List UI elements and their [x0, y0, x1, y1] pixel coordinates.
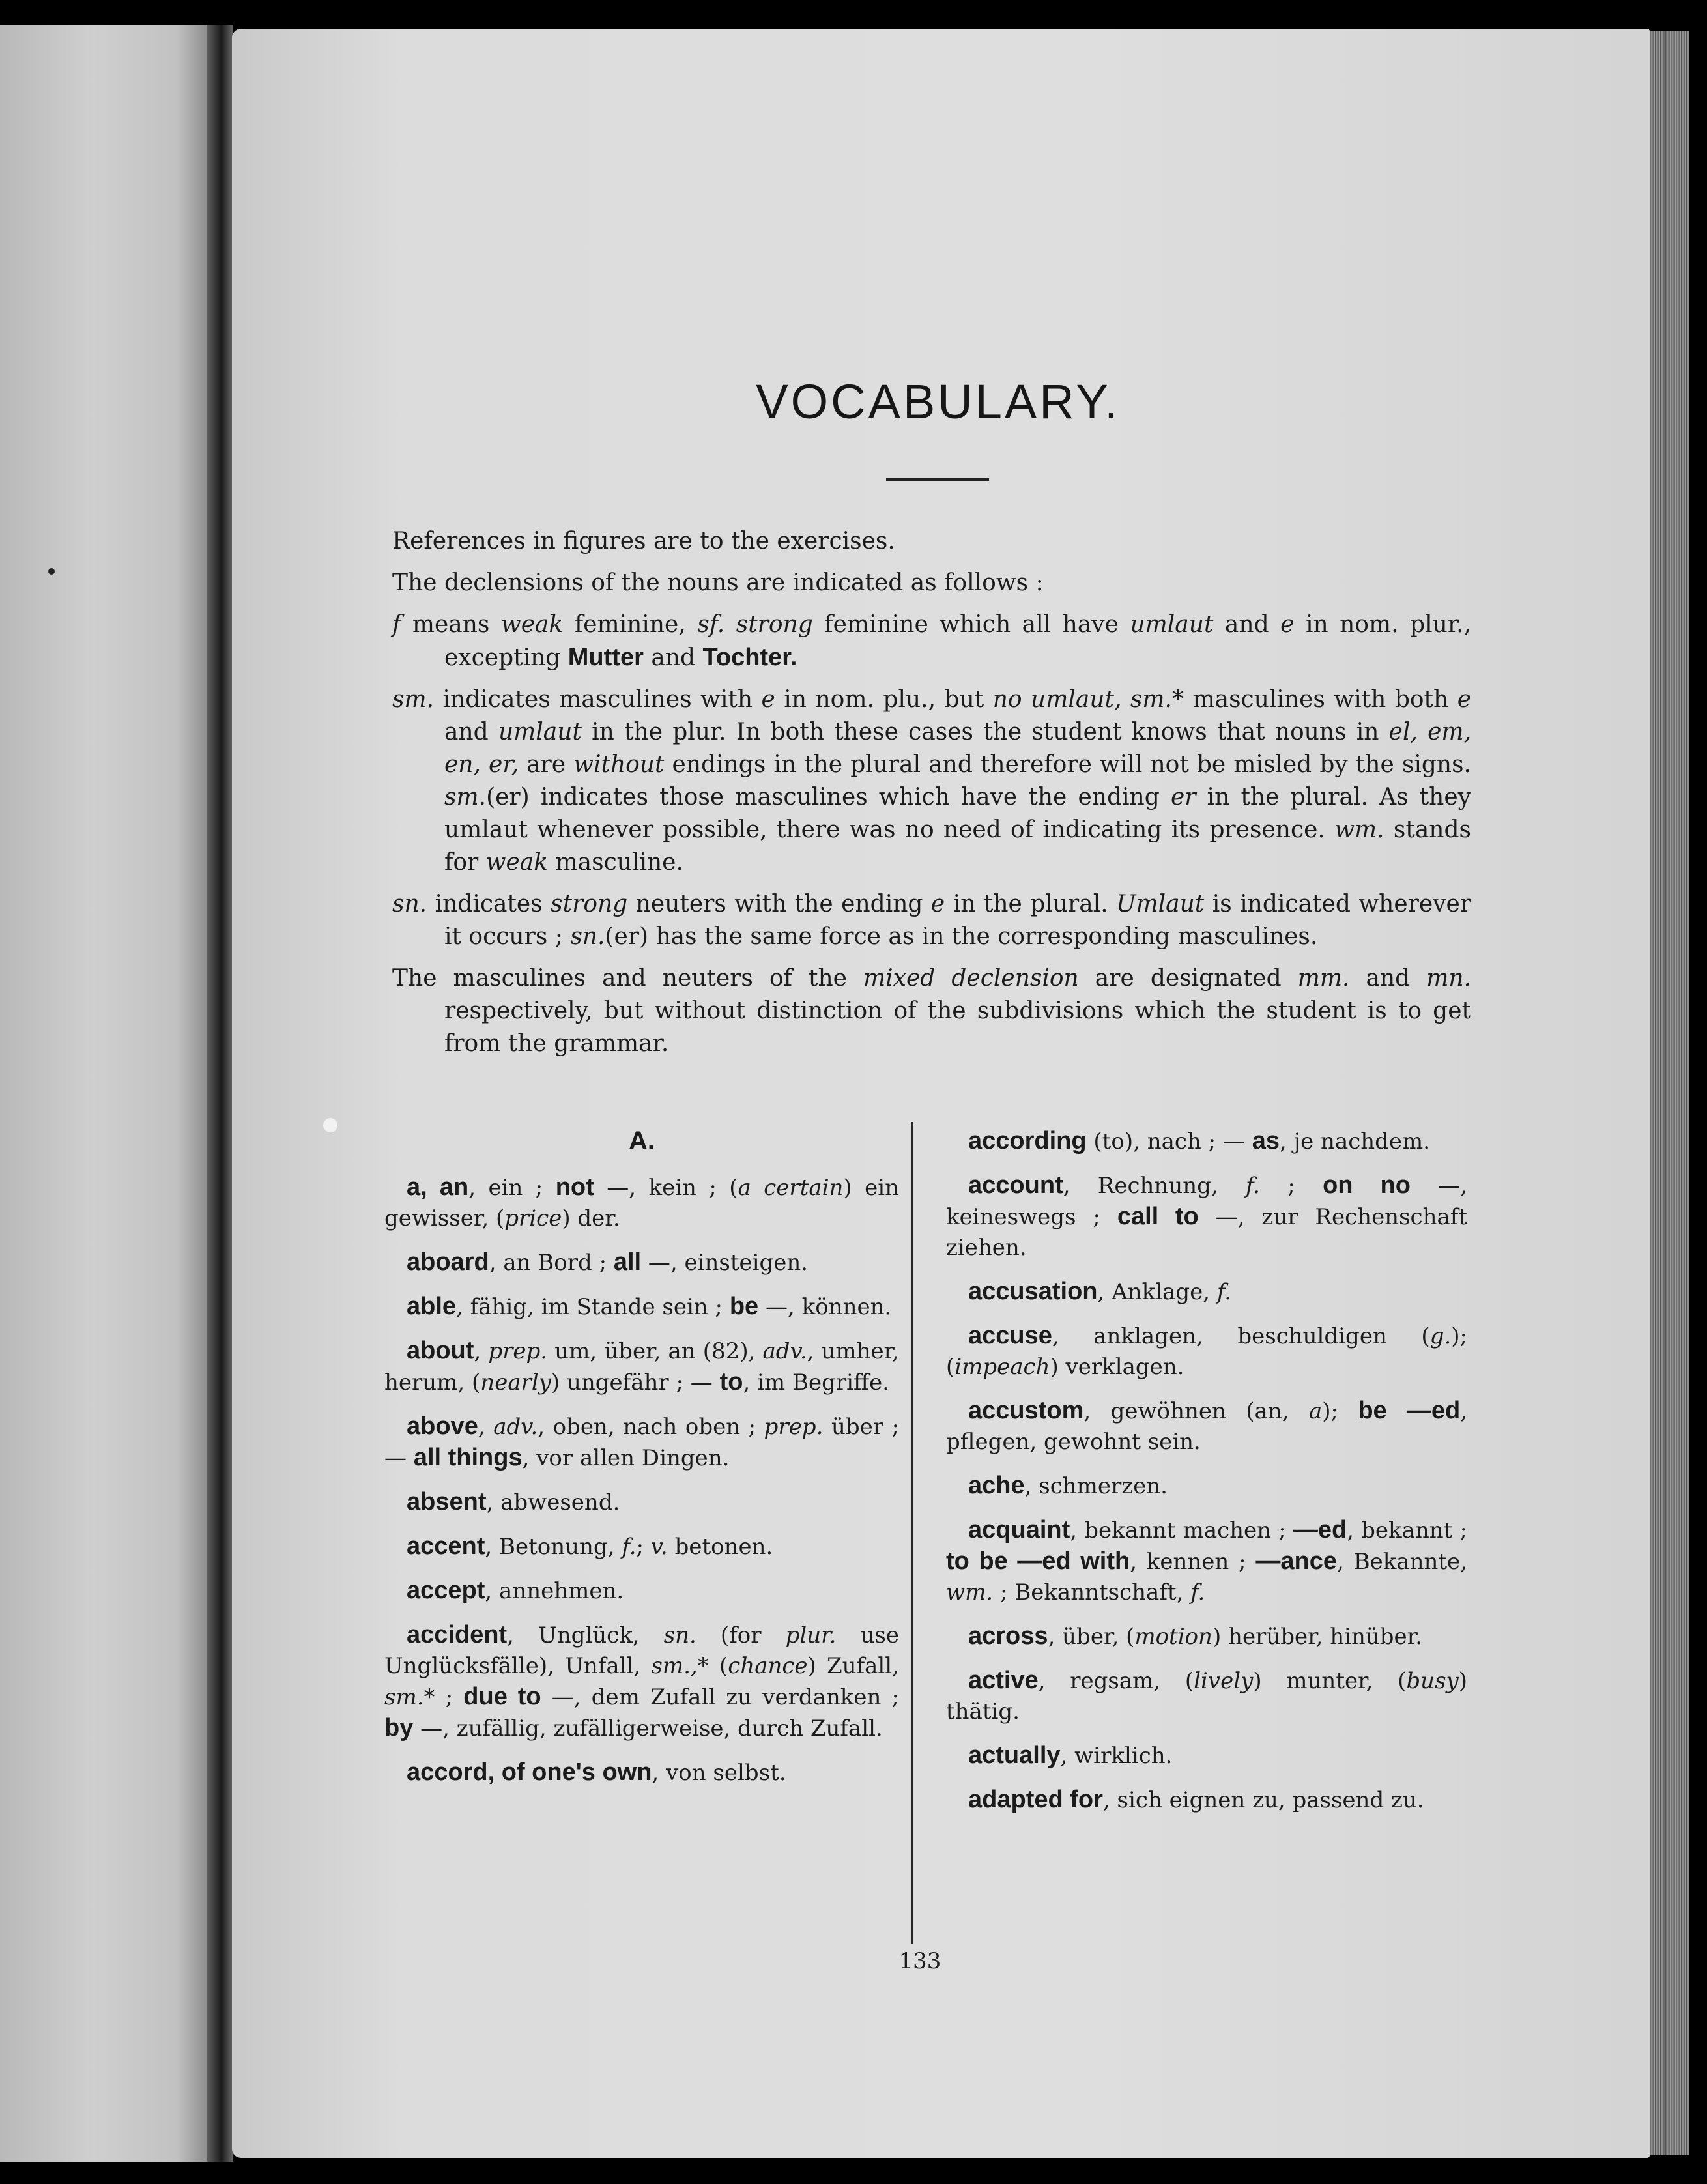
vocab-entry-accord: accord, of one's own, von selbst.	[407, 1759, 786, 1786]
note-mixed-declension: The masculines and neuters of the mixed declension are designated mm. and mn. respectively, but without distinction of the subdivisions which the student is to get from the grammar.	[392, 965, 1471, 1057]
column-divider	[911, 1122, 913, 1944]
intro-line: References in figures are to the exercises.	[392, 528, 895, 554]
vocab-entry-above: above, adv., oben, nach oben ; prep. über ; — all things, vor allen Dingen.	[384, 1413, 899, 1471]
vocab-entry-accustom: accustom, gewöhnen (an, a); be —ed, pflegen, gewohnt sein.	[946, 1397, 1467, 1455]
vocab-entry-accent: accent, Betonung, f.; v. betonen.	[407, 1532, 773, 1560]
page-title: VOCABULARY.	[756, 375, 1121, 429]
vocab-entry-about: about, prep. um, über, an (82), adv., umher, herum, (nearly) ungefähr ; — to, im Begriffe.	[384, 1337, 899, 1396]
page-number: 133	[898, 1948, 941, 1974]
book-gutter	[207, 25, 233, 2162]
intro-line: The declensions of the nouns are indicated as follows :	[392, 569, 1044, 596]
vocab-entry-aboard: aboard, an Bord ; all —, einsteigen.	[407, 1248, 809, 1276]
note-strong-neuter: sn. indicates strong neuters with the ending e in the plural. Umlaut is indicated wherever it occurs ; sn.(er) has the same force as in the corresponding masculines.	[392, 891, 1472, 950]
vocab-entry-account: account, Rechnung, f. ; on no —, keineswegs ; call to —, zur Rechenschaft ziehen.	[946, 1171, 1467, 1261]
vocab-entry-according: according (to), nach ; — as, je nachdem.	[968, 1127, 1431, 1155]
introduction	[392, 525, 1471, 1069]
vocab-entry-absent: absent, abwesend.	[407, 1488, 620, 1516]
book-page	[232, 29, 1650, 2158]
vocab-entry-acquaint: acquaint, bekannt machen ; —ed, bekannt ; to be —ed with, kennen ; —ance, Bekannte, wm. ; Bekanntschaft, f.	[946, 1516, 1467, 1605]
vocab-entry-ache: ache, schmerzen.	[968, 1472, 1168, 1499]
section-heading: A.	[629, 1127, 655, 1155]
vocab-entry-accident: accident, Unglück, sn. (for plur. use Unglücksfälle), Unfall, sm.,* (chance) Zufall, sm.* ; due to —, dem Zufall zu verdanken ; by —, zufällig, zufälligerweise, durch Zufall.	[384, 1621, 899, 1742]
vocab-entry-accusation: accusation, Anklage, f.	[968, 1278, 1232, 1305]
title-rule	[886, 478, 989, 481]
vocab-entry-active: active, regsam, (lively) munter, (busy) thätig.	[946, 1667, 1467, 1725]
vocab-entry-a-an: a, an, ein ; not —, kein ; (a certain) ein gewisser, (price) der.	[384, 1173, 900, 1231]
vocabulary-column-left	[384, 1126, 899, 1802]
vocab-entry-actually: actually, wirklich.	[968, 1742, 1173, 1769]
vocab-entry-across: across, über, (motion) herüber, hinüber.	[968, 1622, 1423, 1650]
facing-page	[0, 25, 207, 2162]
margin-mark	[323, 1118, 337, 1132]
vocab-entry-accuse: accuse, anklagen, beschuldigen (g.); (impeach) verklagen.	[946, 1322, 1467, 1380]
note-strong-masculine: sm. indicates masculines with e in nom. plu., but no umlaut, sm.* masculines with both e and umlaut in the plur. In both these cases the student knows that nouns in el, em, en, er, are without endings in the plural and therefore will not be misled by the signs. sm.(er) indicates those masculines which have the ending er in the plural. As they umlaut whenever possible, there was no need of indicating its presence. wm. stands for weak masculine.	[392, 686, 1472, 876]
margin-mark	[48, 568, 55, 575]
note-feminine: f means weak feminine, sf. strong feminine which all have umlaut and e in nom. plur., excepting Mutter and Tochter.	[392, 611, 1471, 671]
vocabulary-column-right	[946, 1126, 1467, 1829]
vocab-entry-able: able, fähig, im Stande sein ; be —, können.	[407, 1293, 892, 1320]
vocab-entry-adapted-for: adapted for, sich eignen zu, passend zu.	[968, 1786, 1424, 1813]
page-edges	[1650, 31, 1689, 2155]
vocab-entry-accept: accept, annehmen.	[407, 1577, 624, 1604]
